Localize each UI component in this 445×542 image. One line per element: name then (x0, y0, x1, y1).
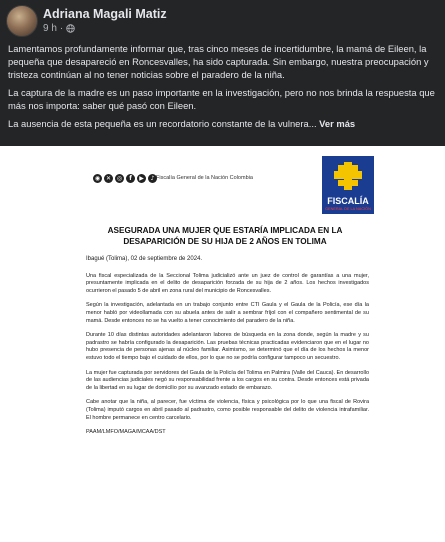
post-text (8, 42, 436, 135)
signature-initials: PAAM/LMFO/MAGA/MCAA/DST (86, 429, 166, 436)
press-paragraph: Según la investigación, adelantada en un trabajo conjunto entre CTI Gaula y el Gaula de la Policía, ese día la menor habló por videollamada con su abuela antes de salir a sembrar fríjol con el compañero sentimental de su mamá. Desde entonces no se ha vuelto a tener conocimiento del paradero de la niña. (86, 302, 369, 324)
press-release-image[interactable] (0, 146, 445, 542)
press-headline: ASEGURADA UNA MUJER QUE ESTARÍA IMPLICADA EN LA DESAPARICIÓN DE SU HIJA DE 2 AÑOS EN TOLIMA (107, 226, 343, 246)
meta-separator: · (59, 23, 64, 34)
press-paragraph: Durante 10 días distintas autoridades adelantaron labores de búsqueda en la zona donde, según la madre y su padrastro se habría configurado la desaparición. Las pruebas técnicas practicadas evidenciaron que en el lugar no hubo presencia de personas ajenas al núcleo familiar. Asimismo, se determinó que el día de los hechos la menor estuvo todo el tiempo bajo el cuidado de ellos, por lo que no se podría configurar tampoco un secuestro. (86, 332, 369, 361)
press-paragraph: Cabe anotar que la niña, al parecer, fue víctima de violencia, física y psicológica por lo que una fiscal de Rovira (Tolima) imputó cargos en abril pasado al padrastro, como posible responsable del delito de violencia intrafamiliar. El hombre permanece en centro carcelario. (86, 399, 369, 421)
press-body (86, 256, 369, 444)
logo-text: FISCALÍA (327, 196, 369, 206)
post-meta (43, 23, 75, 34)
instagram-icon: ◎ (116, 175, 123, 182)
avatar[interactable] (6, 5, 38, 37)
twitter-icon: ◉ (94, 175, 101, 182)
post-time[interactable]: 9 h (43, 23, 57, 34)
post-paragraph-text: La ausencia de esta pequeña es un recordatorio constante de la vulnera... (8, 118, 317, 129)
logo-subtext: GENERAL DE LA NACIÓN (325, 207, 371, 211)
cross-emblem-icon (334, 162, 362, 190)
post-paragraph-truncated (8, 117, 436, 130)
institution-name: Fiscalía General de la Nación Colombia (156, 175, 253, 181)
dateline: Ibagué (Tolima), 02 de septiembre de 2024. (86, 256, 203, 262)
facebook-icon: f (126, 174, 135, 183)
post-paragraph: La captura de la madre es un paso importante en la investigación, pero no nos brinda la respuesta que más nos importa: saber qué pasó con Eileen. (8, 87, 435, 111)
post-header (6, 5, 436, 37)
globe-icon (66, 24, 75, 33)
tiktok-icon: ♪ (148, 174, 157, 183)
social-icons (93, 174, 157, 183)
press-paragraph: Una fiscal especializada de la Seccional Tolima judicializó ante un juez de control de garantías a una mujer, presuntamente implicada en el delito de desaparición forzada de su hija de 2 años. Los hechos investigados ocurrieron el pasado 5 de abril en zona rural del municipio de Roncesvalles. (86, 272, 369, 294)
youtube-icon: ▶ (137, 174, 146, 183)
press-paragraph: La mujer fue capturada por servidores del Gaula de la Policía del Tolima en Palmira (Valle del Cauca). En desarrollo de las audiencias judiciales negó su responsabilidad frente a los cargos en su contra. Desde entonces está privada de la libertad en su lugar de domicilio por su avanzado estado de embarazo. (86, 369, 369, 391)
post-paragraph: Lamentamos profundamente informar que, tras cinco meses de incertidumbre, la mamá de Eileen, la pequeña que desapareció en Roncesvalles, ha sido capturada. Sin embargo, nuestra preocupación y tristeza continúan al no tener noticias sobre el paradero de la niña. (8, 43, 429, 80)
x-icon: ✕ (105, 175, 112, 182)
fiscalia-logo (322, 156, 374, 214)
see-more-link[interactable]: Ver más (319, 118, 356, 129)
author-name[interactable]: Adriana Magali Matiz (43, 7, 167, 21)
